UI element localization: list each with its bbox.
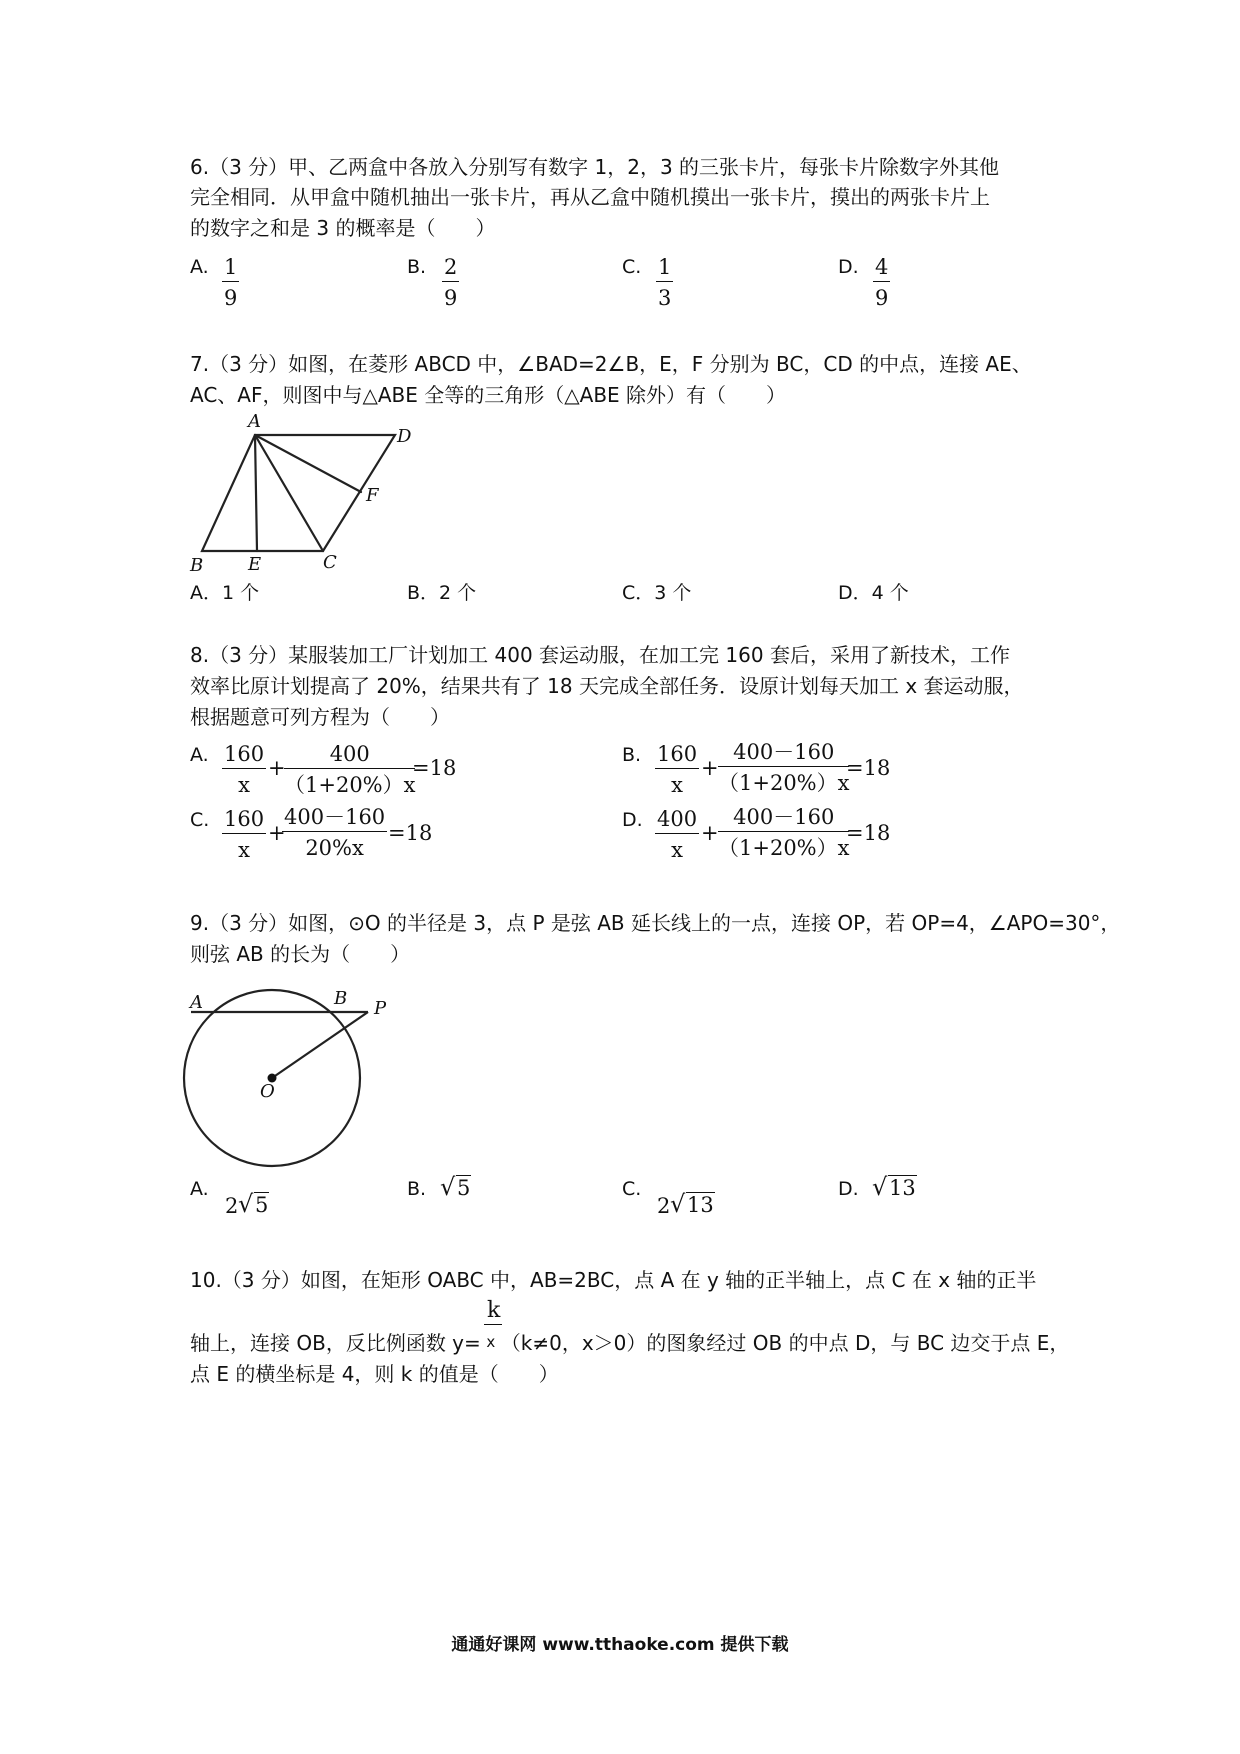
k-numerator: k <box>487 1298 501 1323</box>
plus-sign: + <box>268 821 286 845</box>
option-label: A. <box>190 744 209 766</box>
q9-line-2: 则弦 AB 的长为（ ） <box>190 942 411 966</box>
label-b: B <box>334 988 348 1009</box>
option-label: D. <box>838 256 859 278</box>
radicand: 5 <box>255 1193 269 1217</box>
label-c: C <box>323 552 337 573</box>
equals-value: =18 <box>412 756 457 780</box>
option-label: C. <box>190 809 210 831</box>
label-e: E <box>248 554 262 575</box>
q6-line-3: 的数字之和是 3 的概率是（ ） <box>190 216 496 240</box>
q6-line-1: 6.（3 分）甲、乙两盒中各放入分别写有数字 1，2，3 的三张卡片，每张卡片除数字外其他 <box>190 155 1000 179</box>
fraction-bar <box>484 1324 502 1325</box>
fraction: 400－160 （1+20%）x <box>718 740 850 795</box>
option-label: B. <box>622 744 642 766</box>
plus-sign: + <box>701 821 719 845</box>
equals-value: =18 <box>388 821 433 845</box>
q9-line-1: 9.（3 分）如图，⊙O 的半径是 3，点 P 是弦 AB 延长线上的一点，连接 OP，若 OP=4，∠APO=30°， <box>190 911 1121 935</box>
q7-line-2: AC、AF，则图中与△ABE 全等的三角形（△ABE 除外）有（ ） <box>190 383 787 407</box>
q10-line-3: 点 E 的横坐标是 4，则 k 的值是（ ） <box>190 1362 559 1386</box>
plus-sign: + <box>268 756 286 780</box>
q8-line-3: 根据题意可列方程为（ ） <box>190 705 450 729</box>
q8-line-2: 效率比原计划提高了 20%，结果共有了 18 天完成全部任务．设原计划每天加工 x 套运动服， <box>190 674 1024 698</box>
radicand: 13 <box>889 1176 916 1200</box>
q7-option-a: A．1 个 <box>190 582 260 604</box>
q7-option-c: C．3 个 <box>622 582 692 604</box>
option-label: B. <box>407 256 427 278</box>
fraction: 400 （1+20%）x <box>284 742 416 797</box>
fraction: 400－160 （1+20%）x <box>718 805 850 860</box>
q7-option-b: B．2 个 <box>407 582 477 604</box>
coefficient: 2 <box>657 1194 671 1218</box>
fraction: 4 9 <box>875 255 889 310</box>
label-f: F <box>366 485 379 506</box>
q10-line-2-post: （k≠0，x＞0）的图象经过 OB 的中点 D，与 BC 边交于点 E， <box>500 1331 1070 1355</box>
q10-line-1: 10.（3 分）如图，在矩形 OABC 中，AB=2BC，点 A 在 y 轴的正半轴上，点 C 在 x 轴的正半 <box>190 1268 1037 1292</box>
option-label: C. <box>622 256 642 278</box>
option-label: D. <box>838 1178 859 1200</box>
option-label: A. <box>190 1178 209 1200</box>
radicand: 5 <box>457 1176 471 1200</box>
fraction: 2 9 <box>444 255 458 310</box>
fraction: 160 x <box>224 742 265 797</box>
fraction: 400－160 20%x <box>284 805 386 860</box>
footer-download-note: 通通好课网 www.tthaoke.com 提供下载 <box>451 1635 789 1655</box>
radicand: 13 <box>687 1193 714 1217</box>
label-a: A <box>190 992 203 1013</box>
fraction: 160 x <box>657 742 698 797</box>
sqrt-icon: √ <box>872 1173 888 1201</box>
fraction: 1 3 <box>658 255 672 310</box>
option-label: D. <box>622 809 643 831</box>
fraction: 1 9 <box>224 255 238 310</box>
label-p: P <box>374 998 387 1019</box>
sqrt-icon: √ <box>238 1190 254 1218</box>
plus-sign: + <box>701 756 719 780</box>
sqrt-icon: √ <box>440 1173 456 1201</box>
q10-line-2-pre: 轴上，连接 OB，反比例函数 y= <box>190 1331 481 1355</box>
q10-line-2 <box>190 1330 1069 1355</box>
fraction: 160 x <box>224 807 265 862</box>
q6-line-2: 完全相同．从甲盒中随机抽出一张卡片，再从乙盒中随机摸出一张卡片，摸出的两张卡片上 <box>190 185 990 209</box>
q8-line-1: 8.（3 分）某服装加工厂计划加工 400 套运动服，在加工完 160 套后，采用了新技术，工作 <box>190 643 1010 667</box>
rhombus-figure <box>180 408 420 578</box>
label-a: A <box>248 411 261 432</box>
option-label: A. <box>190 256 209 278</box>
label-b: B <box>190 555 204 576</box>
x-denominator: x <box>486 1333 496 1351</box>
equals-value: =18 <box>846 756 891 780</box>
fraction: 400 x <box>657 807 698 862</box>
coefficient: 2 <box>225 1194 239 1218</box>
option-label: C. <box>622 1178 642 1200</box>
sqrt-icon: √ <box>670 1190 686 1218</box>
label-d: D <box>397 426 412 447</box>
option-label: B. <box>407 1178 427 1200</box>
q7-option-d: D．4 个 <box>838 582 909 604</box>
q7-line-1: 7.（3 分）如图，在菱形 ABCD 中，∠BAD=2∠B，E，F 分别为 BC，CD 的中点，连接 AE、 <box>190 352 1032 376</box>
label-o: O <box>260 1081 275 1102</box>
equals-value: =18 <box>846 821 891 845</box>
